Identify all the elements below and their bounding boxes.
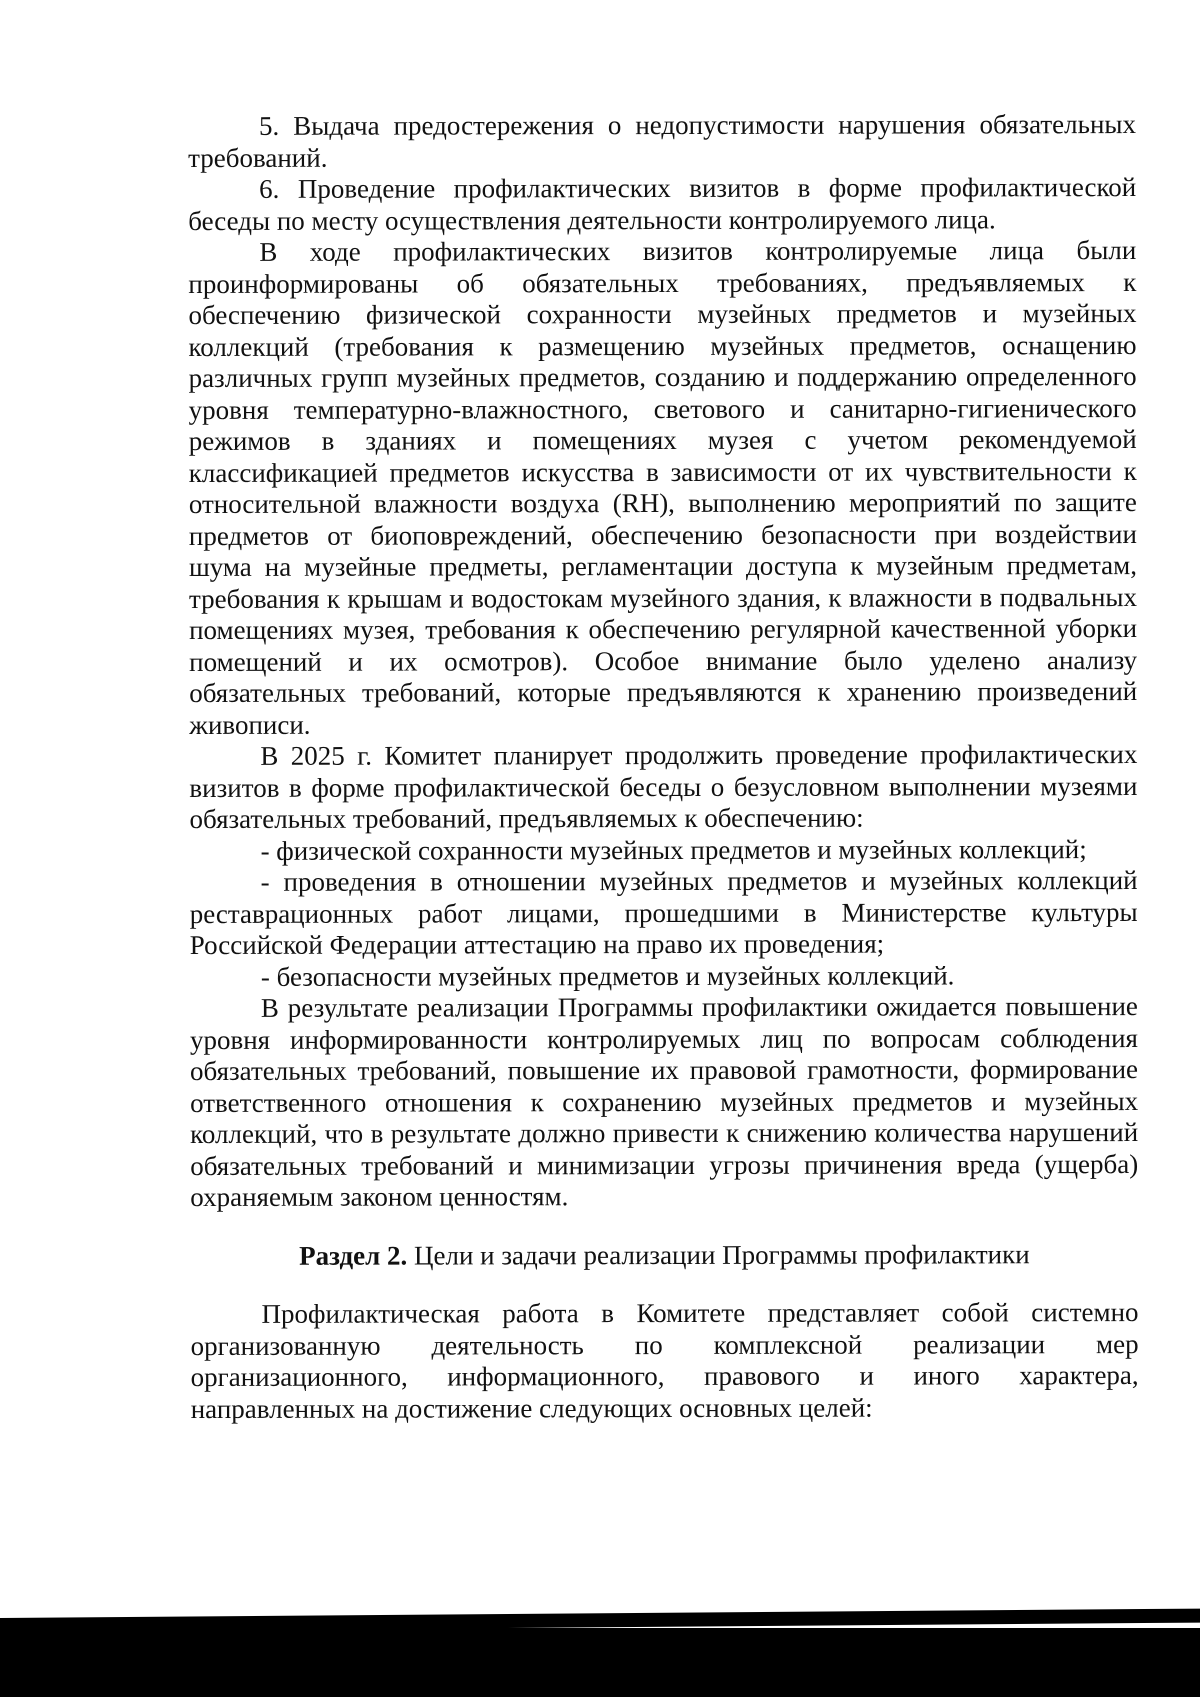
section-heading-title: Цели и задачи реализации Программы профилактики — [407, 1238, 1030, 1271]
list-item-restoration: - проведения в отношении музейных предметов и музейных коллекций реставрационных работ лицами, прошедшими в Министерстве культуры Российской Федерации аттестацию на право их проведения; — [189, 865, 1138, 960]
paragraph-prevention-work: Профилактическая работа в Комитете представляет собой системно организованную деятельность по комплексной реализации мер организационного, информационного, правового и иного характера, направленных на достижение следующих основных целей: — [190, 1297, 1139, 1424]
paragraph-plan-2025: В 2025 г. Комитет планирует продолжить проведение профилактических визитов в форме профилактической беседы о безусловном выполнении музеями обязательных требований, предъявляемых к обеспечению: — [189, 739, 1138, 834]
section-heading-label: Раздел 2. — [299, 1240, 408, 1271]
paragraph-expected-results: В результате реализации Программы профилактики ожидается повышение уровня информированности контролируемых лиц по вопросам соблюдения обязательных требований, повышение их правовой грамотности, формирование ответственного отношения к сохранению музейных предметов и музейных коллекций, что в результате должно привести к снижению количества нарушений обязательных требований и минимизации угрозы причинения вреда (ущерба) охраняемым законом ценностям. — [189, 991, 1139, 1212]
paragraph-item-6: 6. Проведение профилактических визитов в форме профилактической беседы по месту осуществления деятельности контролируемого лица. — [188, 172, 1137, 236]
paragraph-item-5: 5. Выдача предостережения о недопустимости нарушения обязательных требований. — [188, 109, 1137, 173]
paragraph-visits-info: В ходе профилактических визитов контролируемые лица были проинформированы об обязательных требованиях, предъявляемых к обеспечению физической сохранности музейных предметов и музейных коллекций (требования к размещению музейных предметов, оснащению различных групп музейных предметов, созданию и поддержанию определенного уровня температурно-влажностного, светового и санитарно-гигиенического режимов в зданиях и помещениях музея с учетом рекомендуемой классификацией предметов искусства в зависимости от их чувствительности к относительной влажности воздуха (RH), выполнению мероприятий по защите предметов от биоповреждений, обеспечению безопасности при воздействии шума на музейные предметы, регламентации доступа к музейным предметам, требования к крышам и водостокам музейного здания, к влажности в подвальных помещениях музея, требования к обеспечению регулярной качественной уборки помещений и их осмотров). Особое внимание было уделено анализу обязательных требований, которые предъявляются к хранению произведений живописи. — [188, 235, 1138, 740]
list-item-physical-safety: - физической сохранности музейных предметов и музейных коллекций; — [260, 833, 1087, 866]
document-page — [188, 109, 1139, 1425]
section-heading — [190, 1239, 1138, 1272]
scan-dark-band — [0, 1628, 1200, 1697]
list-item-security: - безопасности музейных предметов и музейных коллекций. — [260, 959, 955, 992]
